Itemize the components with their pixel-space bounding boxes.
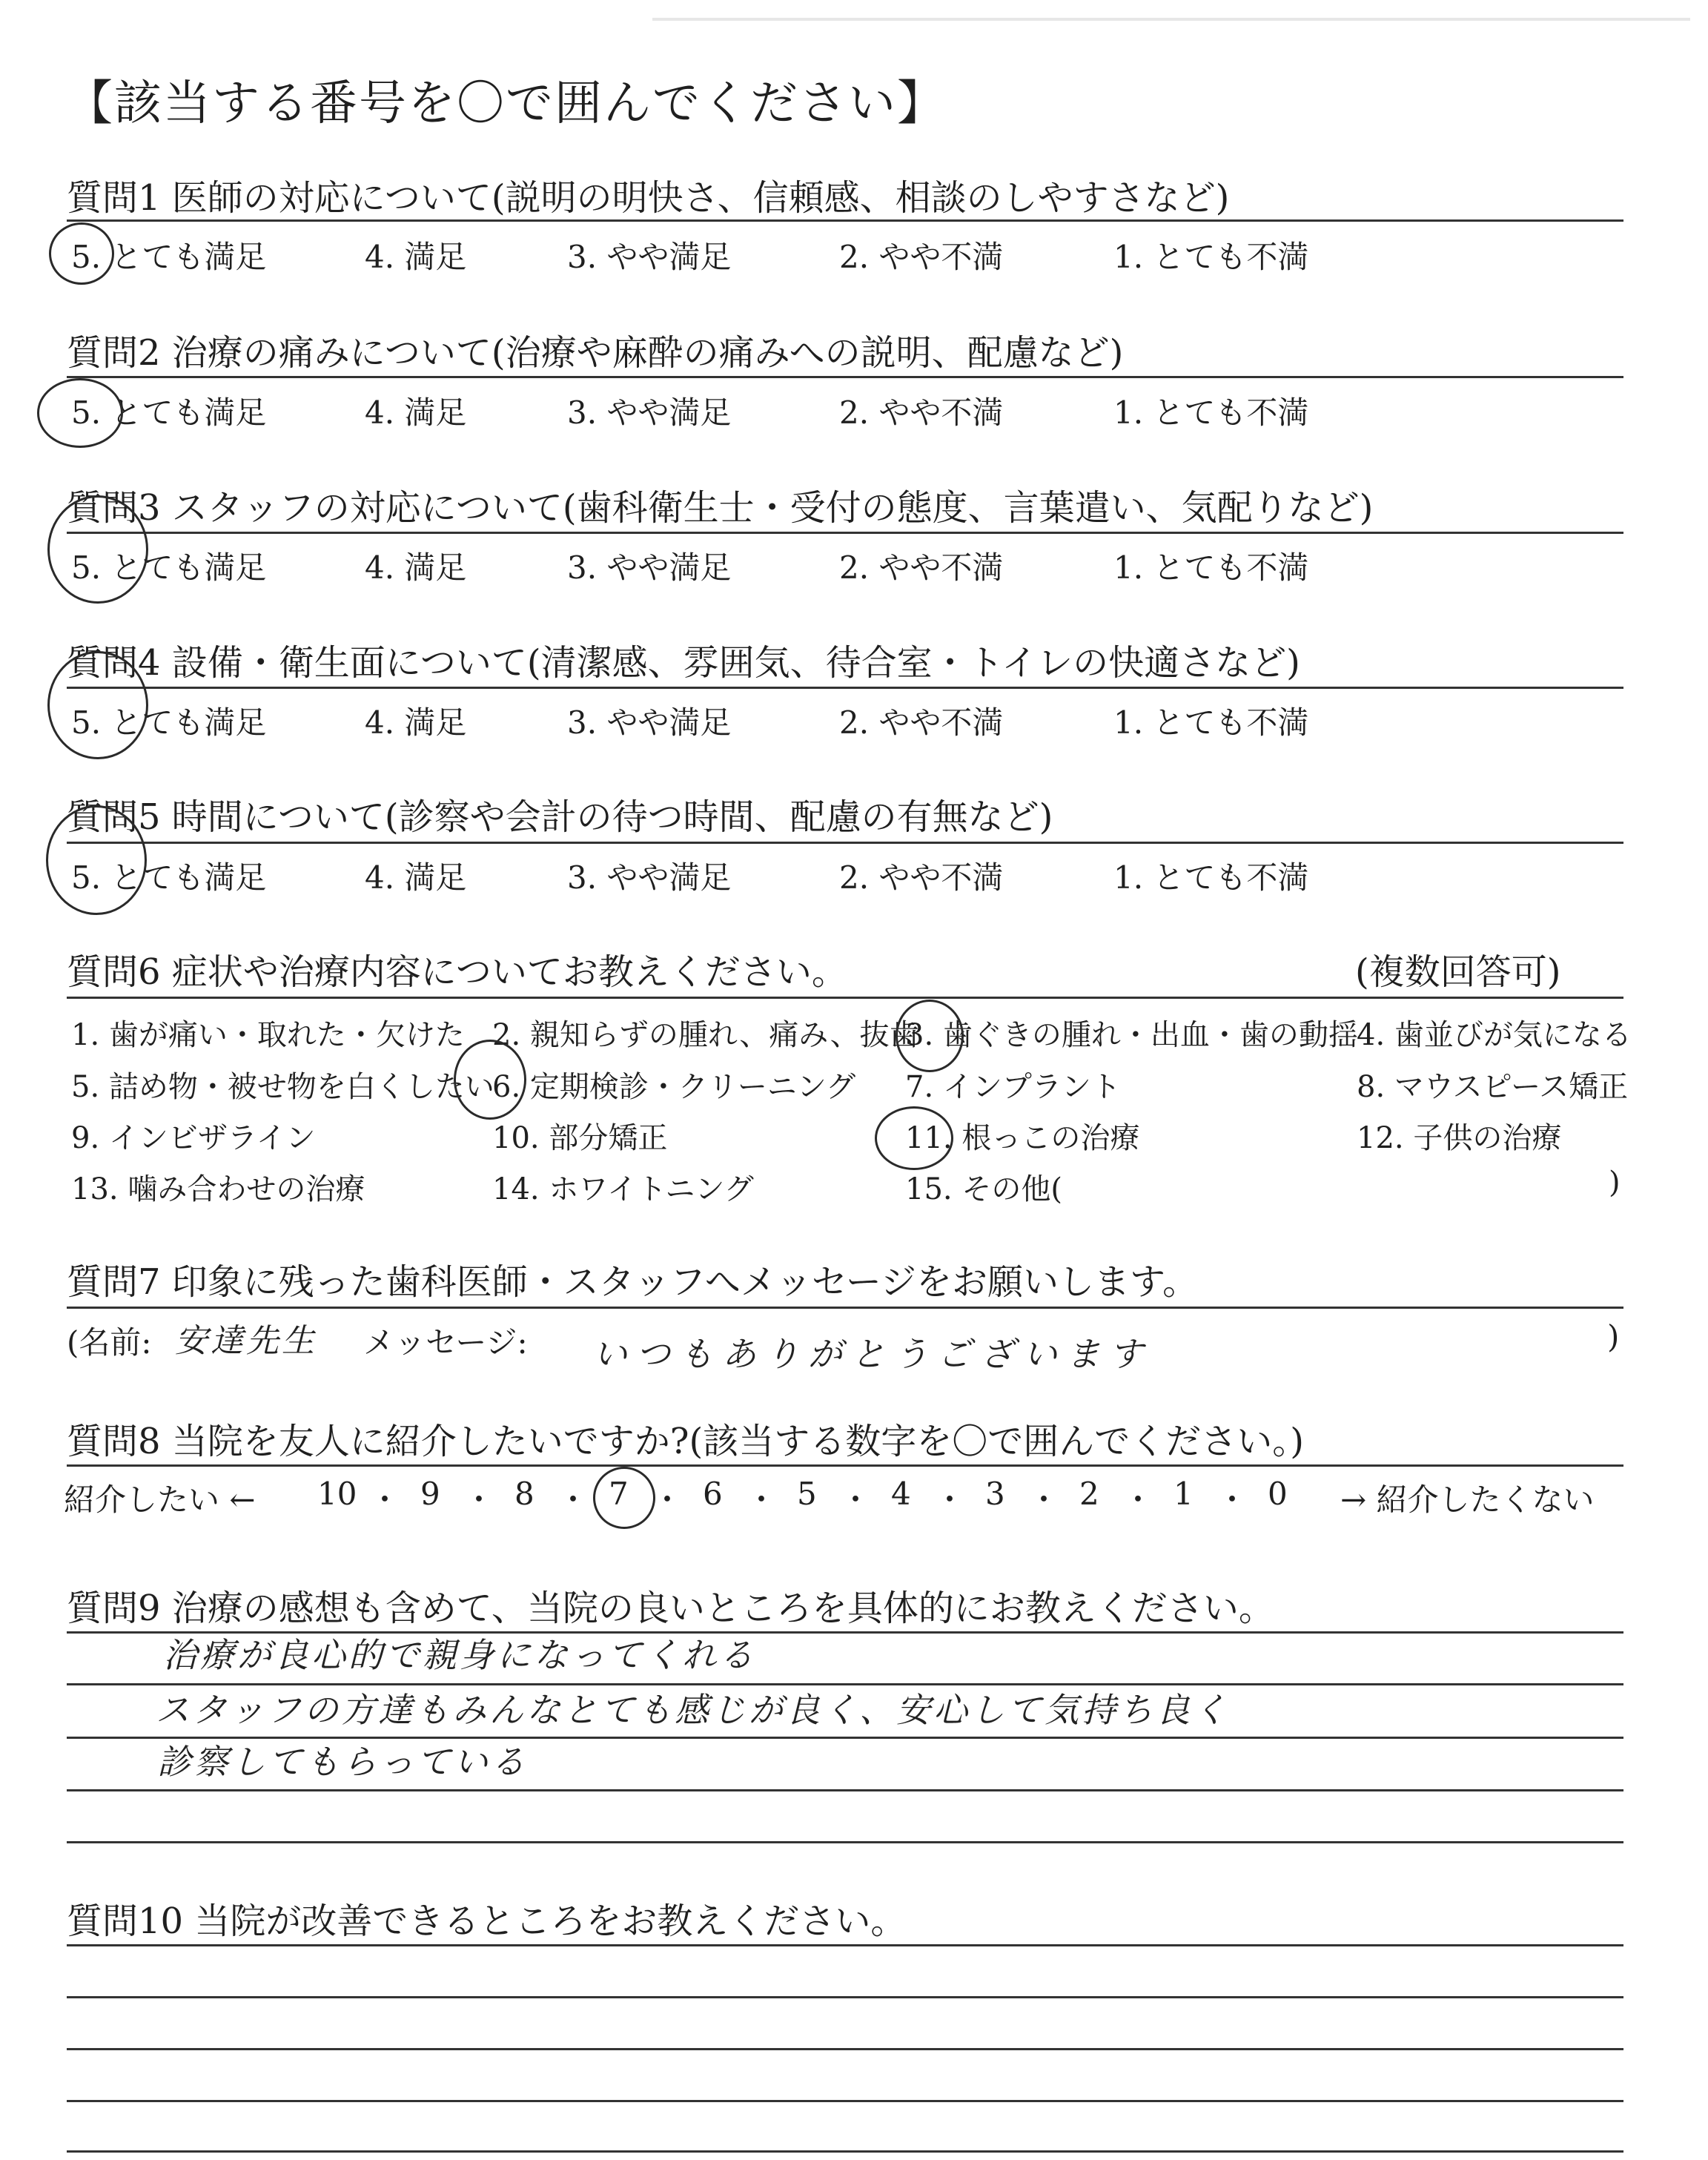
message-label: メッセージ: [363, 1324, 528, 1361]
q1-option-3[interactable]: 3. やや満足 [567, 239, 732, 275]
q6-option-8[interactable]: 8. マウスピース矯正 [1357, 1070, 1629, 1104]
question-5-label: 質問5 時間について(診察や会計の待つ時間、配慮の有無など) [67, 796, 1053, 838]
scale-value-8[interactable]: 8 [514, 1476, 534, 1512]
question-3-label: 質問3 スタッフの対応について(歯科衛生士・受付の態度、言葉遣い、気配りなど) [67, 487, 1374, 529]
q6-other-close: ) [1609, 1166, 1621, 1200]
question-6-label: 質問6 症状や治療内容についてお教えください。 [67, 951, 847, 993]
q2-option-3[interactable]: 3. やや満足 [567, 394, 732, 431]
scale-separator: ・ [1122, 1482, 1154, 1518]
rule [67, 1464, 1623, 1467]
q9-answer-line-3[interactable]: 診察してもらっている [157, 1742, 528, 1782]
scale-value-10[interactable]: 10 [317, 1476, 357, 1512]
q6-selection-circle-3 [896, 1000, 964, 1072]
q6-option-4[interactable]: 4. 歯並びが気になる [1357, 1018, 1632, 1052]
rule [67, 219, 1623, 222]
q6-option-5[interactable]: 5. 詰め物・被せ物を白くしたい [71, 1070, 494, 1104]
q9-answer-line-2[interactable]: スタッフの方達もみんなとても感じが良く、安心して気持ち良く [156, 1690, 1231, 1730]
scale-separator: ・ [463, 1482, 495, 1518]
rule [67, 997, 1623, 999]
q6-option-10[interactable]: 10. 部分矯正 [492, 1121, 668, 1155]
q2-option-1[interactable]: 1. とても不満 [1113, 394, 1309, 431]
scale-value-3[interactable]: 3 [985, 1476, 1005, 1512]
q1-option-1[interactable]: 1. とても不満 [1113, 239, 1309, 275]
message-close: ) [1607, 1318, 1620, 1355]
q6-option-6[interactable]: 6. 定期検診・クリーニング [492, 1070, 856, 1104]
rule [67, 1996, 1623, 1998]
page-title: 【該当する番号を〇で囲んでください】 [65, 76, 946, 131]
q6-option-1[interactable]: 1. 歯が痛い・取れた・欠けた [71, 1018, 465, 1052]
q6-option-12[interactable]: 12. 子供の治療 [1357, 1121, 1562, 1155]
scale-separator: ・ [557, 1482, 589, 1518]
q6-selection-circle-11 [875, 1106, 953, 1170]
q6-option-15[interactable]: 15. その他( [905, 1172, 1062, 1206]
q6-selection-circle-6 [454, 1040, 526, 1120]
question-2-label: 質問2 治療の痛みについて(治療や麻酔の痛みへの説明、配慮など) [67, 332, 1124, 374]
q6-option-11[interactable]: 11. 根っこの治療 [905, 1121, 1140, 1155]
rule [67, 1944, 1623, 1946]
question-1-label: 質問1 医師の対応について(説明の明快さ、信頼感、相談のしやすさなど) [67, 177, 1230, 219]
scale-left-label: 紹介したい ← [64, 1482, 256, 1518]
scale-separator: ・ [1028, 1482, 1060, 1518]
q1-option-2[interactable]: 2. やや不満 [839, 239, 1004, 275]
question-9-label: 質問9 治療の感想も含めて、当院の良いところを具体的にお教えください。 [67, 1588, 1274, 1629]
question-4-label: 質問4 設備・衛生面について(清潔感、雰囲気、待合室・トイレの快適さなど) [67, 642, 1300, 684]
rule [67, 2048, 1623, 2050]
q4-selection-circle [47, 651, 148, 759]
q2-selection-circle [37, 378, 123, 448]
q5-selection-circle [46, 805, 147, 915]
scale-separator: ・ [369, 1482, 401, 1518]
q3-option-1[interactable]: 1. とても不満 [1113, 549, 1309, 586]
question-7-label: 質問7 印象に残った歯科医師・スタッフへメッセージをお願いします。 [67, 1261, 1199, 1303]
scale-separator: ・ [746, 1482, 778, 1518]
rule [67, 1307, 1623, 1309]
scan-edge [652, 18, 1690, 21]
scale-value-4[interactable]: 4 [891, 1476, 911, 1512]
q6-option-9[interactable]: 9. インビザライン [71, 1121, 316, 1155]
q4-option-2[interactable]: 2. やや不満 [839, 704, 1004, 741]
q1-option-4[interactable]: 4. 満足 [365, 239, 467, 275]
q2-option-5[interactable]: 5. とても満足 [71, 394, 267, 431]
q5-option-2[interactable]: 2. やや不満 [839, 859, 1004, 896]
q3-option-4[interactable]: 4. 満足 [365, 549, 467, 586]
name-answer[interactable]: 安達先生 [175, 1322, 317, 1360]
scale-value-7[interactable]: 7 [609, 1476, 629, 1512]
q6-option-13[interactable]: 13. 噛み合わせの治療 [71, 1172, 365, 1206]
scale-value-9[interactable]: 9 [420, 1476, 440, 1512]
q3-option-2[interactable]: 2. やや不満 [839, 549, 1004, 586]
q6-option-3[interactable]: 3. 歯ぐきの腫れ・出血・歯の動揺 [905, 1018, 1358, 1052]
q4-option-1[interactable]: 1. とても不満 [1113, 704, 1309, 741]
rule [67, 2150, 1623, 2153]
rule [67, 532, 1623, 534]
message-answer[interactable]: いつもありがとうございます [593, 1334, 1152, 1374]
scale-separator: ・ [934, 1482, 966, 1518]
q5-option-3[interactable]: 3. やや満足 [567, 859, 732, 896]
scale-separator: ・ [840, 1482, 872, 1518]
q1-option-5[interactable]: 5. とても満足 [71, 239, 267, 275]
scale-separator: ・ [652, 1482, 683, 1518]
q6-option-7[interactable]: 7. インプラント [905, 1070, 1121, 1104]
scale-value-2[interactable]: 2 [1079, 1476, 1099, 1512]
rule [67, 1789, 1623, 1791]
name-label: (名前: [67, 1324, 152, 1361]
q6-option-2[interactable]: 2. 親知らずの腫れ、痛み、抜歯 [492, 1018, 919, 1052]
q3-selection-circle [47, 495, 148, 604]
q5-option-1[interactable]: 1. とても不満 [1113, 859, 1309, 896]
q1-selection-circle [49, 222, 114, 285]
q8-selection-circle [593, 1467, 655, 1529]
q5-option-5[interactable]: 5. とても満足 [71, 859, 267, 896]
multiple-answer-note: (複数回答可) [1355, 951, 1561, 993]
q2-option-2[interactable]: 2. やや不満 [839, 394, 1004, 431]
scale-right-label: → 紹介したくない [1340, 1482, 1595, 1518]
question-8-label: 質問8 当院を友人に紹介したいですか?(該当する数字を〇で囲んでください。) [67, 1421, 1304, 1462]
scale-value-5[interactable]: 5 [797, 1476, 817, 1512]
question-10-label: 質問10 当院が改善できるところをお教えください。 [67, 1900, 907, 1942]
q5-option-4[interactable]: 4. 満足 [365, 859, 467, 896]
rule [67, 2100, 1623, 2102]
q2-option-4[interactable]: 4. 満足 [365, 394, 467, 431]
q3-option-3[interactable]: 3. やや満足 [567, 549, 732, 586]
q6-option-14[interactable]: 14. ホワイトニング [492, 1172, 754, 1206]
rule [67, 1841, 1623, 1843]
scale-value-6[interactable]: 6 [703, 1476, 723, 1512]
rule [67, 842, 1623, 844]
rule [67, 687, 1623, 689]
scale-value-1[interactable]: 1 [1174, 1476, 1194, 1512]
rule [67, 376, 1623, 378]
q3-option-5[interactable]: 5. とても満足 [71, 549, 267, 586]
q4-option-4[interactable]: 4. 満足 [365, 704, 467, 741]
scale-separator: ・ [1217, 1482, 1248, 1518]
q9-answer-line-1[interactable]: 治療が良心的で親身になってくれる [163, 1635, 756, 1675]
q4-option-5[interactable]: 5. とても満足 [71, 704, 267, 741]
q4-option-3[interactable]: 3. やや満足 [567, 704, 732, 741]
scale-value-0[interactable]: 0 [1268, 1476, 1288, 1512]
